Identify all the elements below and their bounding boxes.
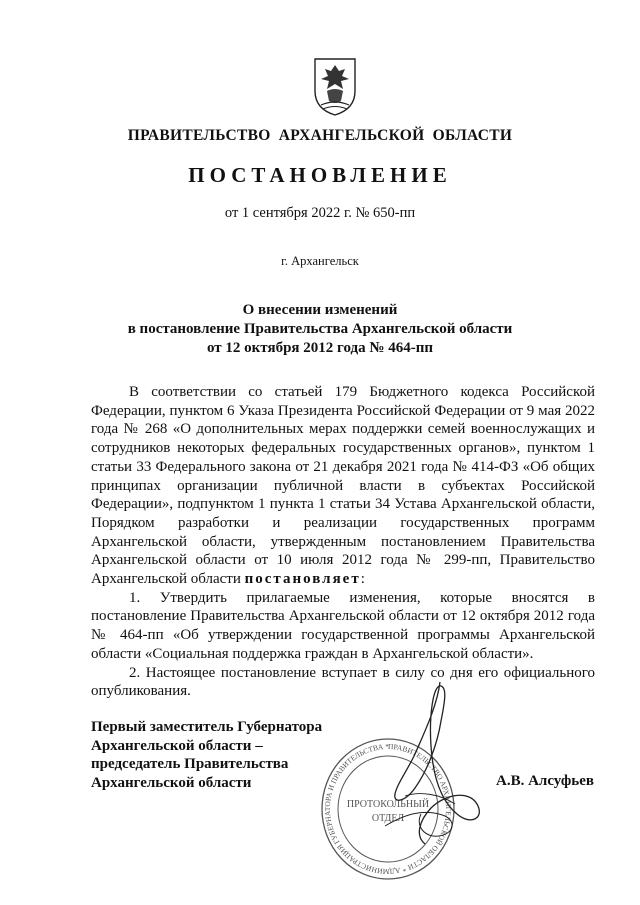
item-1-paragraph: 1. Утвердить прилагаемые изменения, которые вносятся в постановление Правительства Архангельской области от 12 октября 2012 года № 464-пп «Об утверждении государственной программы Архангельской области «Социальная поддержка граждан в Архангельской области».: [91, 589, 595, 662]
preamble-paragraph: [91, 383, 595, 589]
signatory-line-1: Первый заместитель Губернатора: [91, 719, 323, 735]
signatory-name: А.В. Алсуфьев: [496, 773, 594, 789]
handwritten-signature: [345, 676, 495, 876]
item-2-paragraph: 2. Настоящее постановление вступает в силу со дня его официального опубликования.: [91, 664, 595, 700]
title-line-2: в постановление Правительства Архангельской области: [127, 321, 513, 337]
preamble-text: В соответствии со статьей 179 Бюджетного кодекса Российской Федерации, пунктом 6 Указа Президента Российской Федерации от 9 мая 2022 года № 268 «О дополнительных мерах поддержки семей военнослужащих и сотрудников некоторых федеральных государственных органов», пунктом 1 статьи 33 Федерального закона от 21 декабря 2021 года № 414-ФЗ «Об общих принципах организации публичной власти в субъектах Российской Федерации», подпунктом 1 пункта 1 статьи 34 Устава Архангельской области, Порядком разработки и реализации государственных программ Архангельской области, утвержденным постановлением Правительства Архангельской области от 10 июля 2012 года № 299-пп, Правительство Архангельской области: [91, 384, 595, 588]
title-line-3: от 12 октября 2012 года № 464-пп: [206, 340, 433, 356]
signatory-line-3: председатель Правительства: [91, 756, 289, 772]
document-city: г. Архангельск: [281, 254, 359, 268]
document-body: [91, 383, 595, 701]
signatory-line-2: Архангельской области –: [91, 737, 263, 754]
decree-colon: :: [360, 571, 365, 588]
decree-word: постановляет: [244, 571, 361, 588]
title-line-1: О внесении изменений: [242, 302, 398, 318]
coat-of-arms-emblem: [311, 57, 359, 117]
signatory-line-4: Архангельской области: [91, 774, 252, 791]
stamp-center-line-2: ОТДЕЛ: [371, 813, 405, 824]
stamp-ring-textpath: ПРАВИТЕЛЬСТВО АРХАНГЕЛЬСКОЙ ОБЛАСТИ * АДМИНИСТРАЦИЯ ГУБЕРНАТОРА И ПРАВИТЕЛЬСТВА *: [322, 741, 453, 877]
document-type: ПОСТАНОВЛЕНИЕ: [188, 163, 452, 187]
document-title: [0, 301, 640, 358]
organization-name: ПРАВИТЕЛЬСТВО АРХАНГЕЛЬСКОЙ ОБЛАСТИ: [127, 127, 513, 144]
document-date-number: от 1 сентября 2022 г. № 650-пп: [224, 205, 416, 221]
stamp-center-line-1: ПРОТОКОЛЬНЫЙ: [346, 799, 430, 810]
